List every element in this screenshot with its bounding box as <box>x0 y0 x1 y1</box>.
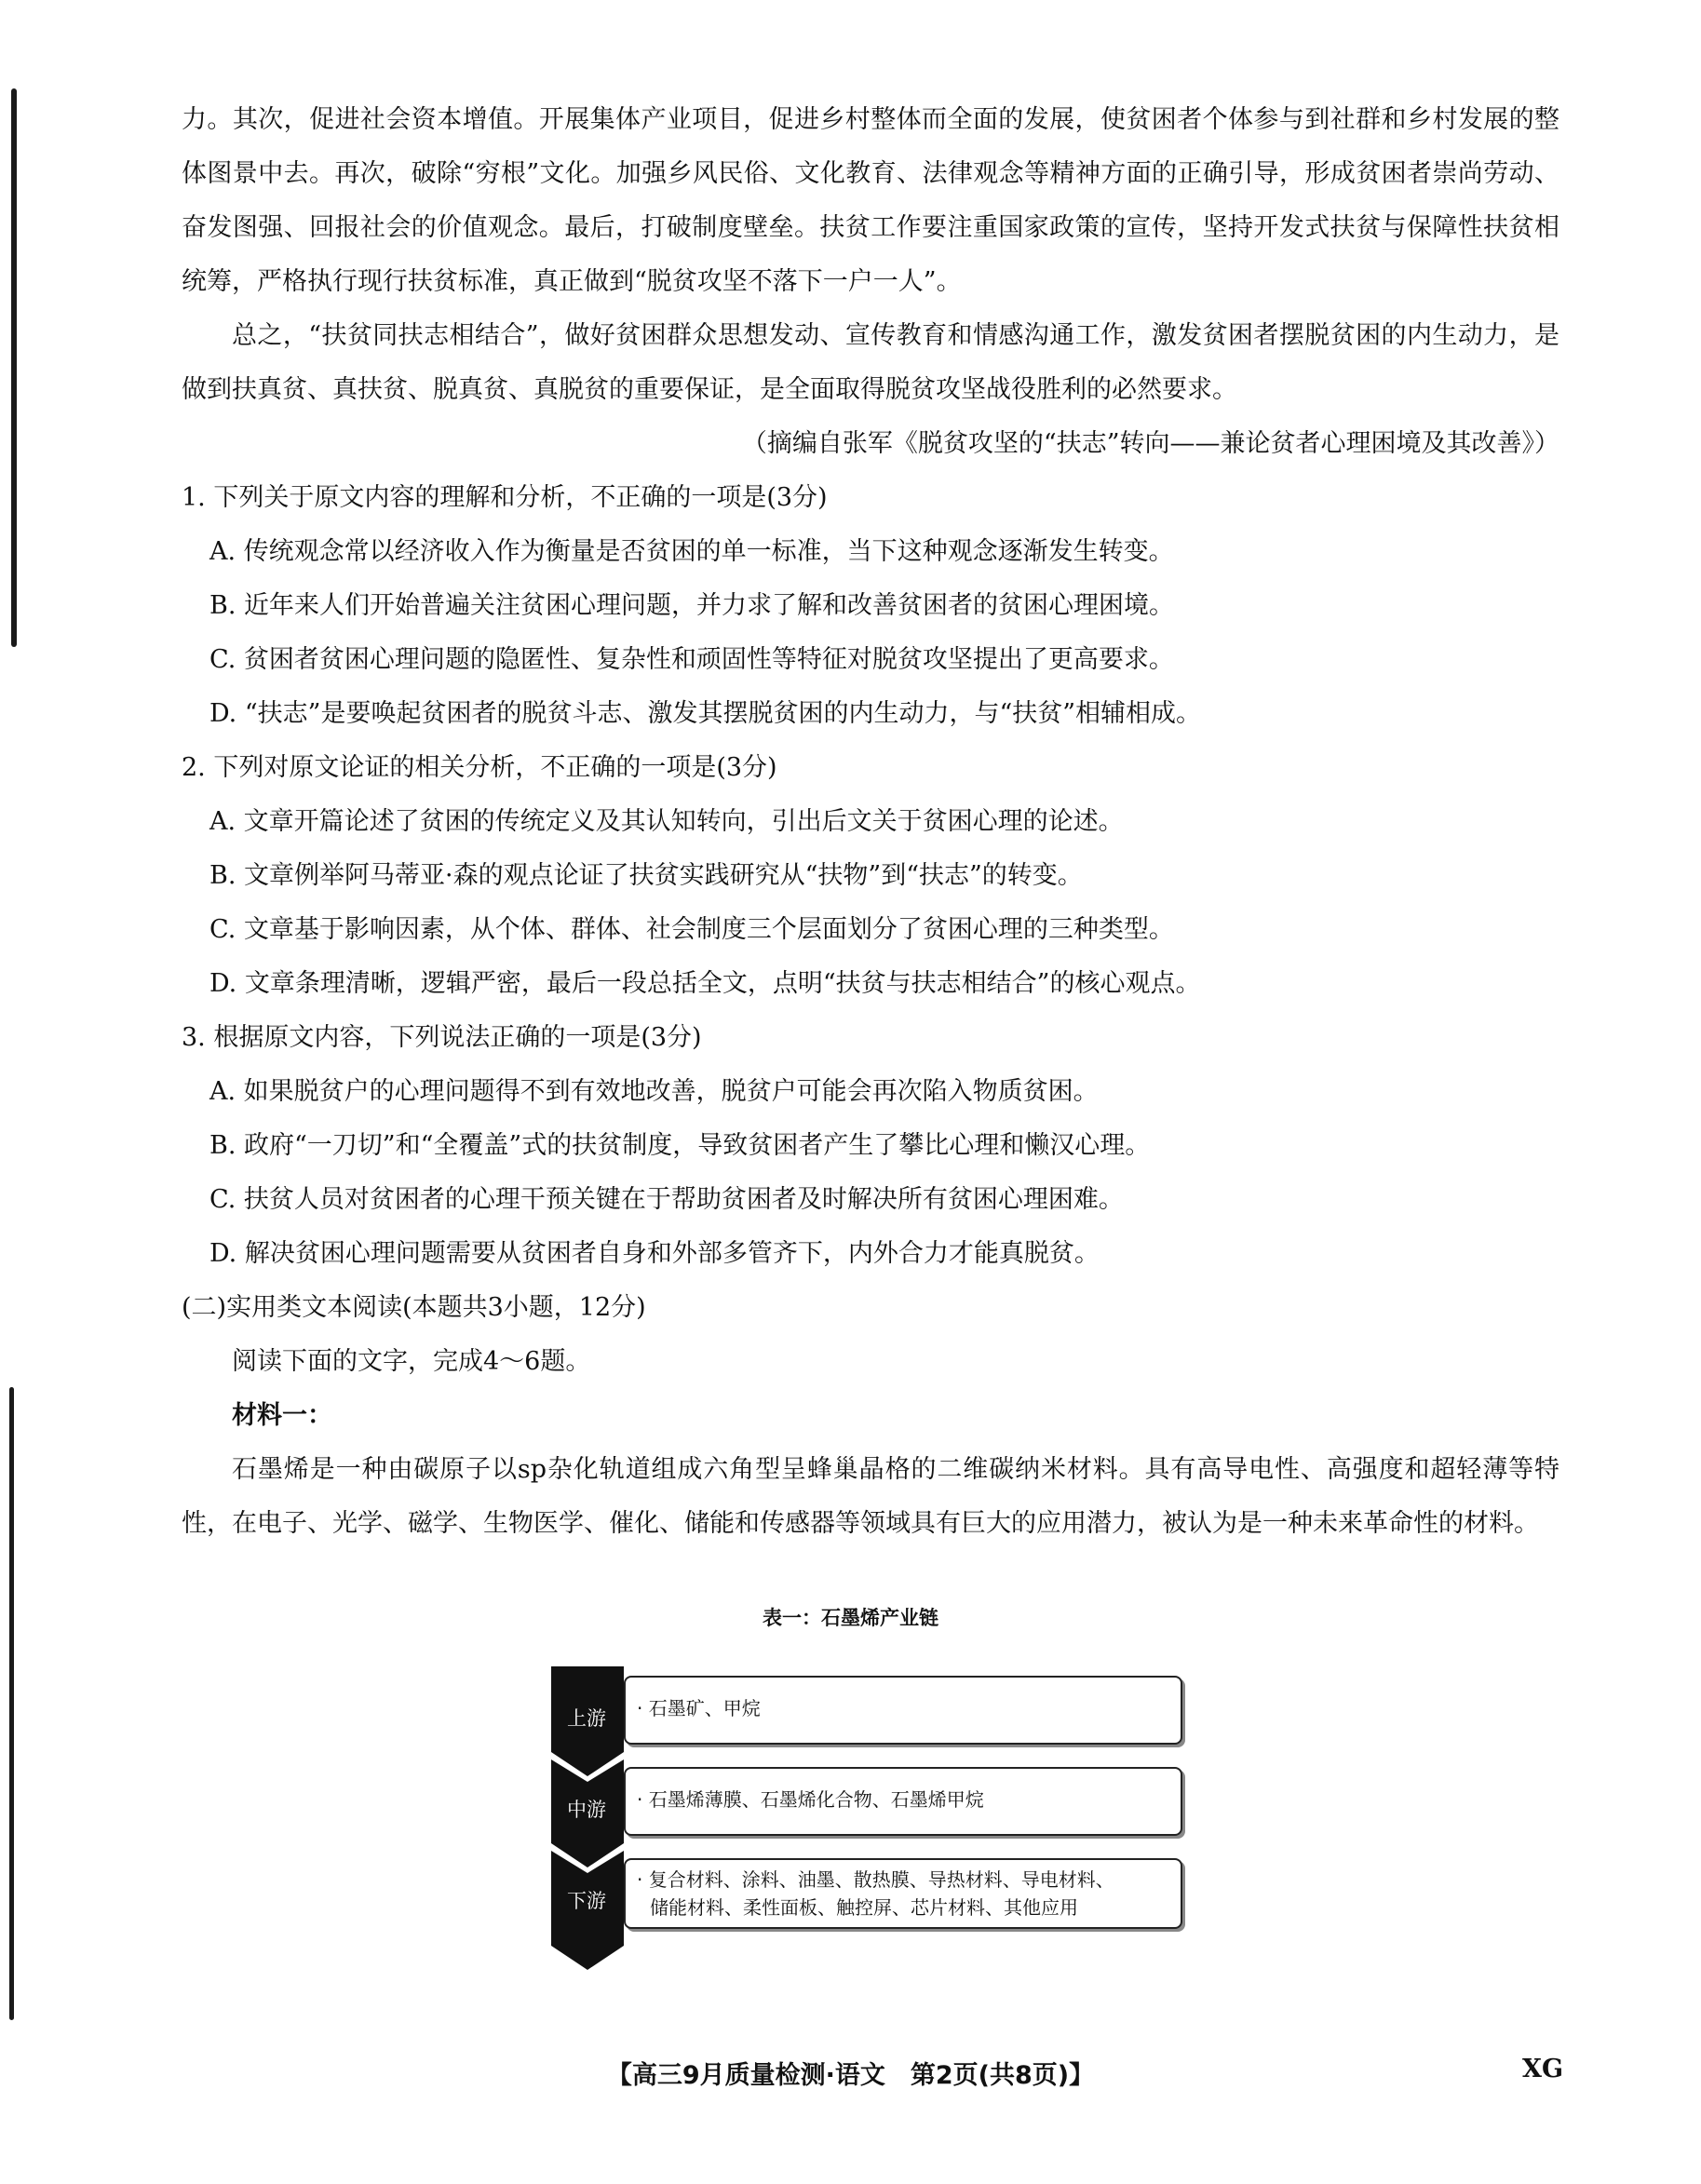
option-b: B. 近年来人们开始普遍关注贫困心理问题，并力求了解和改善贫困者的贫困心理困境。 <box>209 591 1175 620</box>
question-1 <box>182 471 1559 741</box>
scan-edge-mark <box>9 1387 14 2020</box>
option-d: D. “扶志”是要唤起贫困者的脱贫斗志、激发其摆脱贫困的内生动力，与“扶贫”相辅相成。 <box>209 699 1202 728</box>
scan-edge-mark <box>11 88 17 647</box>
stage-items: · 石墨矿、甲烷 <box>637 1697 761 1719</box>
stage-box-upstream <box>624 1676 1182 1745</box>
industry-chain-diagram <box>549 1666 1201 1983</box>
option-c: C. 扶贫人员对贫困者的心理干预关键在于帮助贫困者及时解决所有贫困心理困难。 <box>209 1185 1124 1214</box>
page-content <box>182 93 1559 1551</box>
page-footer: 【高三9月质量检测·语文 第2页(共8页)】 <box>606 2061 1095 2090</box>
passage-paragraph: 力。其次，促进社会资本增值。开展集体产业项目，促进乡村整体而全面的发展，使贫困者个体参与到社群和乡村发展的整体图景中去。再次，破除“穷根”文化。加强乡风民俗、文化教育、法律观念等精神方面的正确引导，形成贫困者崇尚劳动、奋发图强、回报社会的价值观念。最后，打破制度壁垒。扶贫工作要注重国家政策的宣传，坚持开发式扶贫与保障性扶贫相统筹，严格执行现行扶贫标准，真正做到“脱贫攻坚不落下一户一人”。 <box>182 105 1559 296</box>
stage-box-downstream <box>624 1858 1182 1929</box>
stage-items-line: 储能材料、柔性面板、触控屏、芯片材料、其他应用 <box>650 1896 1078 1919</box>
option-b: B. 政府“一刀切”和“全覆盖”式的扶贫制度，导致贫困者产生了攀比心理和懒汉心理。 <box>209 1131 1151 1160</box>
question-2 <box>182 741 1559 1011</box>
stage-label-downstream: 下游 <box>567 1890 606 1912</box>
option-c: C. 贫困者贫困心理问题的隐匿性、复杂性和顽固性等特征对脱贫攻坚提出了更高要求。 <box>209 645 1174 674</box>
passage-source: （摘编自张军《脱贫攻坚的“扶志”转向——兼论贫者心理困境及其改善》） <box>741 429 1559 458</box>
material-text: 石墨烯是一种由碳原子以sp杂化轨道组成六角型呈蜂巢晶格的二维碳纳米材料。具有高导电性、高强度和超轻薄等特性，在电子、光学、磁学、生物医学、催化、储能和传感器等领域具有巨大的应用潜力，被认为是一种未来革命性的材料。 <box>182 1455 1559 1538</box>
stage-label-midstream: 中游 <box>567 1799 606 1821</box>
table-title: 表一：石墨烯产业链 <box>763 1607 938 1629</box>
stage-items: · 石墨烯薄膜、石墨烯化合物、石墨烯甲烷 <box>637 1788 984 1811</box>
question-stem: 3. 根据原文内容，下列说法正确的一项是(3分) <box>182 1023 702 1052</box>
section-instruction: 阅读下面的文字，完成4～6题。 <box>232 1347 591 1376</box>
question-stem: 2. 下列对原文论证的相关分析，不正确的一项是(3分) <box>182 753 777 782</box>
material-label: 材料一： <box>232 1401 332 1430</box>
option-b: B. 文章例举阿马蒂亚·森的观点论证了扶贫实践研究从“扶物”到“扶志”的转变。 <box>209 861 1083 890</box>
option-d: D. 解决贫困心理问题需要从贫困者自身和外部多管齐下，内外合力才能真脱贫。 <box>209 1239 1100 1268</box>
question-3 <box>182 1011 1559 1281</box>
stage-box-midstream <box>624 1767 1182 1836</box>
passage-paragraph: 总之，“扶贫同扶志相结合”，做好贫困群众思想发动、宣传教育和情感沟通工作，激发贫困者摆脱贫困的内生动力，是做到扶真贫、真扶贫、脱真贫、真脱贫的重要保证，是全面取得脱贫攻坚战役胜利的必然要求。 <box>182 321 1559 404</box>
option-a: A. 如果脱贫户的心理问题得不到有效地改善，脱贫户可能会再次陷入物质贫困。 <box>209 1077 1099 1106</box>
stage-label-upstream: 上游 <box>567 1707 606 1730</box>
section-heading: (二)实用类文本阅读(本题共3小题，12分) <box>182 1293 646 1322</box>
question-stem: 1. 下列关于原文内容的理解和分析，不正确的一项是(3分) <box>182 483 828 512</box>
option-a: A. 文章开篇论述了贫困的传统定义及其认知转向，引出后文关于贫困心理的论述。 <box>209 807 1124 836</box>
option-a: A. 传统观念常以经济收入作为衡量是否贫困的单一标准，当下这种观念逐渐发生转变。 <box>209 537 1174 566</box>
option-d: D. 文章条理清晰，逻辑严密，最后一段总括全文，点明“扶贫与扶志相结合”的核心观点。 <box>209 969 1201 998</box>
footer-code: XG <box>1522 2055 1564 2083</box>
stage-items-line: · 复合材料、涂料、油墨、散热膜、导热材料、导电材料、 <box>637 1868 1114 1891</box>
option-c: C. 文章基于影响因素，从个体、群体、社会制度三个层面划分了贫困心理的三种类型。 <box>209 915 1174 944</box>
